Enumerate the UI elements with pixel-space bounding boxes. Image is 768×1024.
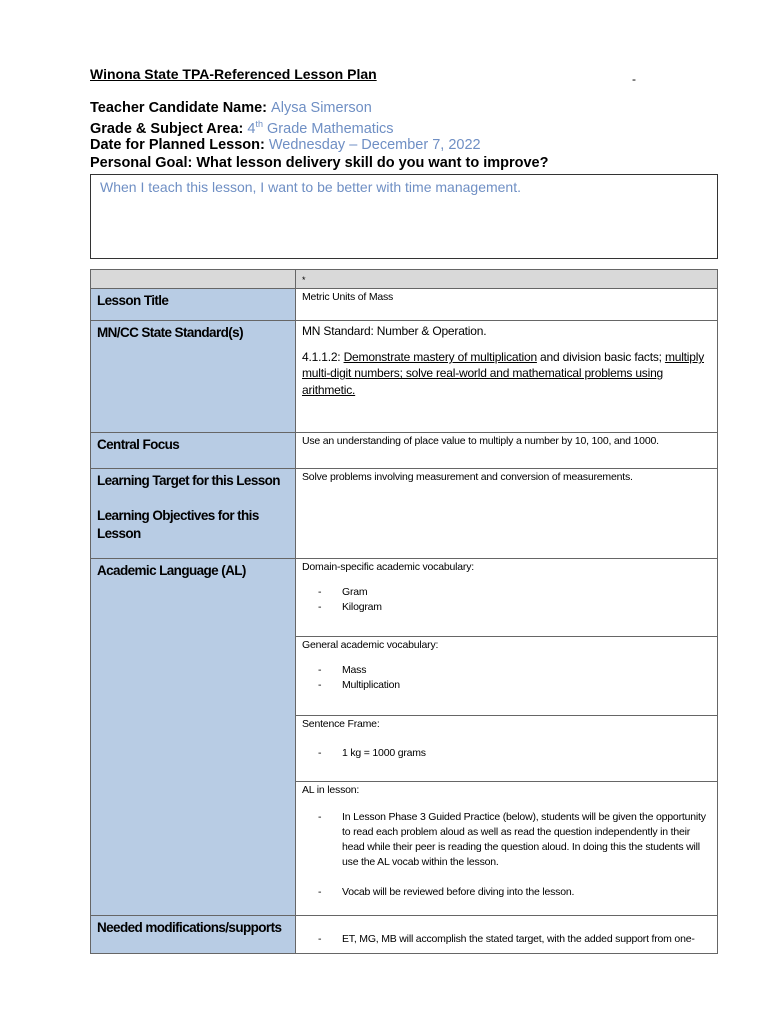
- learning-objectives-label: Learning Objectives for this Lesson: [97, 508, 259, 542]
- list-item: - Multiplication: [318, 678, 717, 693]
- header-star: *: [302, 275, 306, 285]
- grade-subject-label: Grade & Subject Area:: [90, 120, 244, 137]
- page-title: Winona State TPA-Referenced Lesson Plan: [90, 66, 377, 82]
- list-item: - ET, MG, MB will accomplish the stated target, with the added support from one-: [318, 932, 717, 947]
- standards-label: MN/CC State Standard(s): [97, 325, 243, 340]
- modifications-label: Needed modifications/supports: [97, 920, 282, 935]
- learning-target-value-cell[interactable]: [296, 469, 718, 559]
- personal-goal-label: Personal Goal: What lesson delivery skill do you want to improve?: [90, 155, 549, 171]
- grade-subject-text: Grade Mathematics: [267, 120, 394, 137]
- standards-middle: and division basic facts;: [536, 350, 665, 365]
- al-in-lesson-list: [296, 810, 717, 900]
- personal-goal-box[interactable]: [90, 174, 718, 259]
- teacher-name-line: [90, 100, 372, 116]
- row-central-focus: [91, 433, 718, 469]
- planned-date-value: Wednesday – December 7, 2022: [268, 137, 481, 153]
- table-header-row: [91, 270, 718, 289]
- row-standards: [91, 321, 718, 433]
- list-item: - In Lesson Phase 3 Guided Practice (below), students will be given the opportunity to read each problem aloud as well as read the question independently in their head while their peer is reading the question aloud. In doing this the students will use the AL vocab within the lesson.: [318, 810, 717, 870]
- row-learning-target: [91, 469, 718, 559]
- list-item: - Mass: [318, 663, 717, 678]
- modifications-list: [296, 932, 717, 947]
- list-item: - Kilogram: [318, 600, 717, 615]
- list-item: - Vocab will be reviewed before diving into the lesson.: [318, 885, 717, 900]
- general-vocab-list: [296, 663, 717, 693]
- grade-number: 4: [247, 120, 256, 137]
- row-modifications: [91, 916, 718, 954]
- planned-date-line: [90, 137, 481, 153]
- row-academic-language-domain: [91, 559, 718, 637]
- domain-vocab-list: [296, 585, 717, 615]
- academic-language-label-cell: [91, 559, 296, 916]
- modifications-label-cell: [91, 916, 296, 954]
- general-vocab-cell[interactable]: [296, 637, 718, 716]
- learning-target-value: Solve problems involving measurement and conversion of measurements.: [302, 471, 633, 483]
- grade-subject-line: [90, 119, 394, 137]
- sentence-frame-list: [296, 746, 717, 761]
- academic-language-label: Academic Language (AL): [97, 563, 246, 578]
- grade-suffix: th: [255, 119, 263, 129]
- standards-line1: MN Standard: Number & Operation.: [302, 324, 487, 338]
- planned-date-label: Date for Planned Lesson:: [90, 137, 265, 153]
- header-cell-right: [296, 270, 718, 289]
- list-item: - Gram: [318, 585, 717, 600]
- central-focus-label: Central Focus: [97, 437, 180, 452]
- lesson-title-value: Metric Units of Mass: [302, 291, 394, 303]
- al-in-lesson-cell[interactable]: [296, 782, 718, 916]
- sentence-frame-heading: Sentence Frame:: [302, 718, 380, 730]
- sentence-frame-cell[interactable]: [296, 716, 718, 782]
- standards-value-cell[interactable]: [296, 321, 718, 433]
- modifications-value-cell[interactable]: [296, 916, 718, 954]
- lesson-title-label-cell: [91, 289, 296, 321]
- general-vocab-heading: General academic vocabulary:: [302, 639, 439, 651]
- corner-mark: -: [632, 72, 636, 86]
- standards-underlined-2: multiply multi-digit numbers; solve real-world and mathematical problems using arithmetic.: [302, 350, 705, 397]
- domain-vocab-cell[interactable]: [296, 559, 718, 637]
- lesson-plan-table: [90, 269, 718, 954]
- learning-target-label: Learning Target for this Lesson: [97, 473, 280, 488]
- lesson-title-value-cell[interactable]: [296, 289, 718, 321]
- teacher-name-value: Alysa Simerson: [271, 100, 372, 116]
- central-focus-value: Use an understanding of place value to multiply a number by 10, 100, and 1000.: [302, 435, 659, 447]
- grade-subject-value: [247, 121, 393, 137]
- central-focus-value-cell[interactable]: [296, 433, 718, 469]
- row-lesson-title: [91, 289, 718, 321]
- list-item: - 1 kg = 1000 grams: [318, 746, 717, 761]
- standards-detail: [296, 347, 717, 398]
- standards-underlined-1: Demonstrate mastery of multiplication: [343, 350, 537, 365]
- standards-label-cell: [91, 321, 296, 433]
- central-focus-label-cell: [91, 433, 296, 469]
- header-cell-left: [91, 270, 296, 289]
- lesson-title-label: Lesson Title: [97, 293, 169, 308]
- al-in-lesson-heading: AL in lesson:: [302, 784, 360, 796]
- standards-code: 4.1.1.2:: [302, 350, 344, 365]
- learning-target-label-cell: [91, 469, 296, 559]
- personal-goal-text: When I teach this lesson, I want to be better with time management.: [100, 179, 521, 195]
- teacher-name-label: Teacher Candidate Name:: [90, 100, 268, 116]
- domain-vocab-heading: Domain-specific academic vocabulary:: [302, 561, 474, 573]
